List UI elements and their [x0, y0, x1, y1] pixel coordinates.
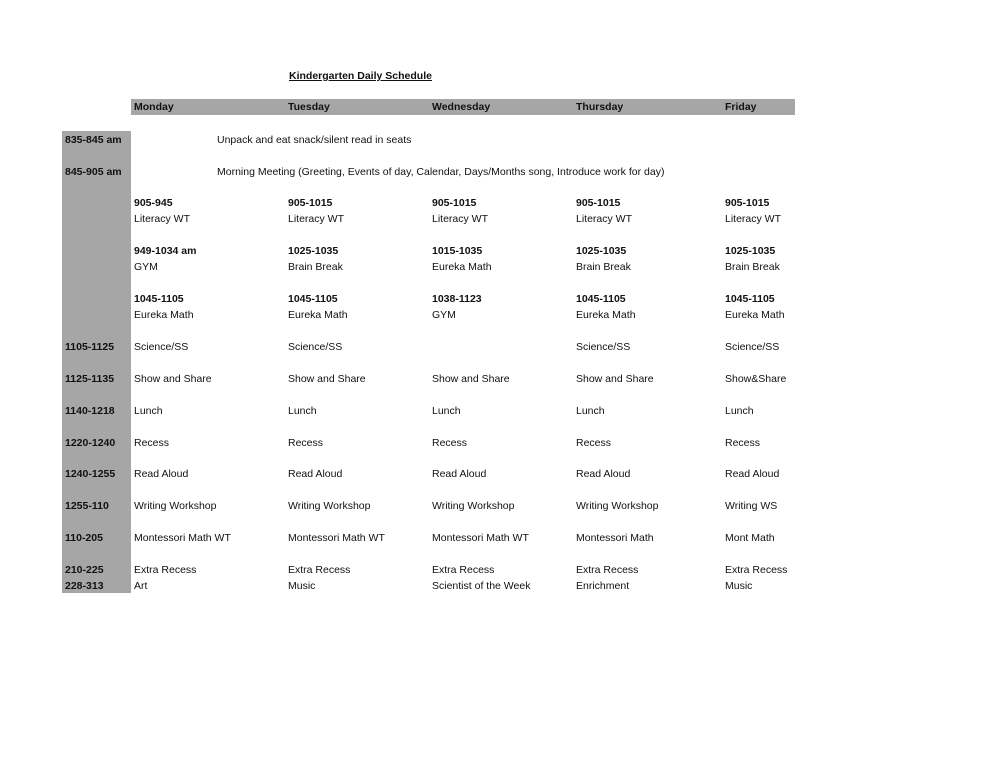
cell-activity: Literacy WT [576, 213, 633, 225]
row-span-text: Morning Meeting (Greeting, Events of day, Calendar, Days/Months song, Introduce work for day) [217, 166, 665, 178]
row-time: 835-845 am [65, 134, 122, 146]
cell-time: 1045-1105 [725, 293, 775, 305]
row-time: 1220-1240 [65, 437, 116, 449]
row-time: 845-905 am [65, 166, 122, 178]
cell-activity: Eureka Math [288, 309, 348, 321]
cell-activity: Recess [432, 437, 468, 449]
row-time: 1125-1135 [65, 373, 115, 385]
row-time: 1255-110 [65, 500, 109, 512]
row-time: 1140-1218 [65, 405, 115, 417]
cell-activity: Writing Workshop [432, 500, 515, 512]
row-time: 1240-1255 [65, 468, 116, 480]
cell-activity: GYM [432, 309, 456, 321]
cell-time: 1038-1123 [432, 293, 482, 305]
row-span-text: Unpack and eat snack/silent read in seats [217, 134, 412, 146]
cell-activity: Lunch [134, 405, 163, 417]
cell-activity: Scientist of the Week [432, 580, 531, 592]
cell-activity: Lunch [288, 405, 317, 417]
cell-activity: Eureka Math [432, 261, 492, 273]
cell-activity: Recess [725, 437, 761, 449]
row-time: 210-225 [65, 564, 104, 576]
cell-activity: Science/SS [134, 341, 189, 353]
cell-activity: Art [134, 580, 148, 592]
cell-activity: Montessori Math WT [134, 532, 231, 544]
cell-activity: Science/SS [725, 341, 780, 353]
day-header-wednesday: Wednesday [432, 101, 491, 113]
cell-activity: Montessori Math [576, 532, 654, 544]
cell-activity: Science/SS [576, 341, 631, 353]
cell-activity: Music [725, 580, 753, 592]
cell-activity: Lunch [576, 405, 605, 417]
cell-activity: Lunch [725, 405, 754, 417]
sidebar-shade [62, 131, 131, 593]
cell-time: 1045-1105 [576, 293, 626, 305]
cell-activity: Read Aloud [576, 468, 631, 480]
cell-time: 905-945 [134, 197, 173, 209]
cell-time: 1015-1035 [432, 245, 483, 257]
cell-activity: Show and Share [432, 373, 510, 385]
day-header-friday: Friday [725, 101, 757, 113]
day-header-thursday: Thursday [576, 101, 624, 113]
cell-activity: Writing Workshop [134, 500, 217, 512]
cell-activity: Writing WS [725, 500, 778, 512]
cell-activity: Show and Share [288, 373, 366, 385]
cell-activity: Extra Recess [725, 564, 788, 576]
cell-activity: Read Aloud [288, 468, 343, 480]
page-title: Kindergarten Daily Schedule [289, 70, 432, 82]
cell-time: 905-1015 [432, 197, 477, 209]
cell-activity: Show and Share [134, 373, 212, 385]
cell-activity: Writing Workshop [288, 500, 371, 512]
cell-time: 1025-1035 [725, 245, 776, 257]
day-header-monday: Monday [134, 101, 174, 113]
cell-activity: Recess [576, 437, 612, 449]
day-header-tuesday: Tuesday [288, 101, 330, 113]
cell-activity: Eureka Math [725, 309, 785, 321]
cell-activity: Extra Recess [134, 564, 197, 576]
day-header-row [131, 99, 795, 115]
cell-activity: Science/SS [288, 341, 343, 353]
cell-activity: Show and Share [576, 373, 654, 385]
cell-activity: Read Aloud [432, 468, 487, 480]
cell-activity: Read Aloud [134, 468, 189, 480]
cell-activity: Literacy WT [288, 213, 345, 225]
row-time: 110-205 [65, 532, 103, 544]
cell-activity: Montessori Math WT [432, 532, 529, 544]
cell-time: 905-1015 [288, 197, 333, 209]
cell-time: 1045-1105 [134, 293, 184, 305]
cell-time: 949-1034 am [134, 245, 197, 257]
cell-activity: Brain Break [288, 261, 343, 273]
cell-activity: Read Aloud [725, 468, 780, 480]
cell-activity: Eureka Math [134, 309, 194, 321]
cell-activity: Brain Break [576, 261, 631, 273]
cell-activity: Literacy WT [134, 213, 191, 225]
cell-activity: Eureka Math [576, 309, 636, 321]
cell-activity: Extra Recess [432, 564, 495, 576]
cell-activity: Enrichment [576, 580, 630, 592]
cell-activity: Extra Recess [288, 564, 351, 576]
cell-activity: Extra Recess [576, 564, 639, 576]
cell-activity: Literacy WT [432, 213, 489, 225]
cell-activity: Show&Share [725, 373, 787, 385]
cell-activity: Literacy WT [725, 213, 782, 225]
cell-time: 905-1015 [725, 197, 770, 209]
cell-activity: Music [288, 580, 316, 592]
cell-time: 1025-1035 [576, 245, 627, 257]
cell-activity: Mont Math [725, 532, 775, 544]
row-time: 228-313 [65, 580, 104, 592]
cell-activity: Recess [134, 437, 170, 449]
row-time: 1105-1125 [65, 341, 115, 353]
cell-activity: Lunch [432, 405, 461, 417]
cell-time: 1045-1105 [288, 293, 338, 305]
cell-time: 905-1015 [576, 197, 621, 209]
cell-activity: GYM [134, 261, 158, 273]
cell-activity: Brain Break [725, 261, 780, 273]
cell-activity: Montessori Math WT [288, 532, 385, 544]
cell-time: 1025-1035 [288, 245, 339, 257]
cell-activity: Writing Workshop [576, 500, 659, 512]
cell-activity: Recess [288, 437, 324, 449]
